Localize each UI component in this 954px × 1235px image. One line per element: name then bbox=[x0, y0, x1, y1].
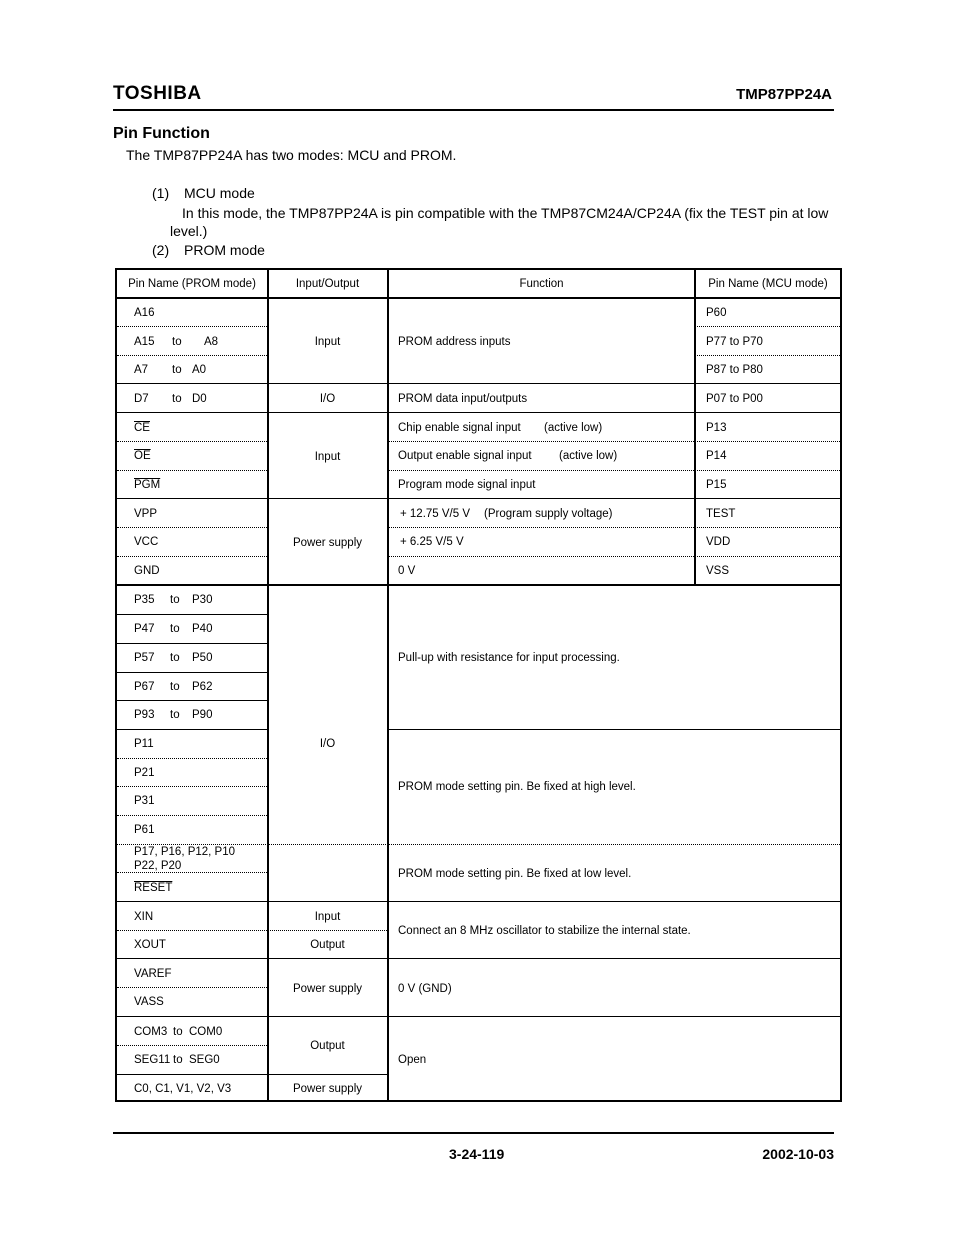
pin-pgm bbox=[134, 471, 160, 499]
pin-from: COM3 bbox=[134, 1026, 168, 1038]
pin-p57-p50 bbox=[134, 644, 212, 672]
function-ce bbox=[398, 414, 602, 442]
function-vpp bbox=[400, 500, 612, 528]
mcu-test: TEST bbox=[706, 508, 736, 520]
function-oscillator: Connect an 8 MHz oscillator to stabilize the internal state. bbox=[398, 925, 691, 937]
pin-to: to bbox=[170, 623, 180, 635]
pin-to: to bbox=[170, 681, 180, 693]
pin-from: D7 bbox=[134, 393, 149, 405]
header-io: Input/Output bbox=[295, 278, 360, 290]
mode-item-prom bbox=[152, 242, 265, 258]
header-mcu-pin: Pin Name (MCU mode) bbox=[708, 278, 828, 290]
pin-end: SEG0 bbox=[189, 1054, 220, 1066]
function-gnd: 0 V bbox=[398, 565, 416, 577]
footer-rule bbox=[113, 1132, 834, 1134]
pin-p11: P11 bbox=[134, 738, 154, 750]
pin-p35-p30 bbox=[134, 586, 212, 614]
pin-to: to bbox=[170, 709, 180, 721]
mcu-p07-p00: P07 to P00 bbox=[706, 393, 763, 405]
pin-to: to bbox=[172, 393, 182, 405]
pin-from: SEG11 bbox=[134, 1054, 171, 1066]
mode-item-mcu bbox=[152, 185, 255, 201]
pin-xin: XIN bbox=[134, 911, 154, 923]
function-low-level: PROM mode setting pin. Be fixed at low level. bbox=[398, 867, 632, 880]
pin-gnd: GND bbox=[134, 565, 160, 577]
pin-oe-label: $\overline{OE}$ bbox=[134, 450, 151, 462]
part-number: TMP87PP24A bbox=[736, 86, 832, 103]
pin-d7-d0 bbox=[134, 385, 207, 413]
pin-p17-p20 bbox=[134, 845, 235, 873]
pin-p47-p40 bbox=[134, 615, 212, 643]
pin-end: COM0 bbox=[189, 1026, 223, 1038]
pin-from: P67 bbox=[134, 681, 155, 693]
pin-to: to bbox=[172, 364, 182, 376]
pin-end: P50 bbox=[192, 652, 213, 664]
item-label: PROM mode bbox=[184, 242, 265, 258]
pin-pgm-label: $\overline{PGM}$ bbox=[134, 479, 161, 491]
io-cv: Power supply bbox=[292, 1082, 363, 1095]
pin-end: P62 bbox=[192, 681, 213, 693]
function-oe bbox=[398, 442, 617, 470]
pin-end: A8 bbox=[204, 336, 219, 348]
pin-from: P57 bbox=[134, 652, 155, 664]
io-xout: Output bbox=[310, 939, 345, 951]
function-vpp-voltage: + 12.75 V/5 V bbox=[400, 508, 471, 520]
mcu-p77-p70: P77 to P70 bbox=[706, 336, 763, 348]
function-oe-note: (active low) bbox=[559, 450, 618, 462]
pin-reset bbox=[134, 874, 172, 902]
pin-vpp: VPP bbox=[134, 508, 158, 520]
mcu-p15: P15 bbox=[706, 479, 727, 491]
pin-p17-line1: P17, P16, P12, P10 bbox=[134, 846, 236, 858]
function-open: Open bbox=[398, 1054, 427, 1066]
io-data: I/O bbox=[319, 393, 336, 405]
function-vref: 0 V (GND) bbox=[398, 982, 452, 995]
item-number: (2) bbox=[152, 242, 170, 258]
pin-seg11-seg0 bbox=[134, 1046, 220, 1074]
mcu-vdd: VDD bbox=[706, 536, 731, 548]
pin-to: to bbox=[173, 1054, 183, 1066]
header-function: Function bbox=[519, 278, 564, 290]
pin-p17-line2: P22, P20 bbox=[134, 860, 182, 872]
section-intro: The TMP87PP24A has two modes: MCU and PROM. bbox=[126, 147, 457, 163]
function-pullup: Pull-up with resistance for input processing. bbox=[398, 651, 620, 664]
pin-p31: P31 bbox=[134, 795, 155, 807]
pin-end: P30 bbox=[192, 594, 213, 606]
pin-to: to bbox=[173, 1026, 183, 1038]
pin-from: P35 bbox=[134, 594, 155, 606]
pin-from: A7 bbox=[134, 364, 149, 376]
pin-from: A15 bbox=[134, 336, 155, 348]
mcu-p14: P14 bbox=[706, 450, 727, 462]
dotted-sep bbox=[387, 556, 840, 557]
pin-a15-a8 bbox=[134, 328, 218, 356]
io-varef: Power supply bbox=[292, 982, 363, 995]
page-header bbox=[113, 83, 834, 111]
pin-end: D0 bbox=[192, 393, 207, 405]
header-prom-pin: Pin Name (PROM mode) bbox=[128, 278, 256, 290]
section-title: Pin Function bbox=[113, 125, 210, 142]
function-high-level: PROM mode setting pin. Be fixed at high level. bbox=[398, 781, 636, 793]
io-port: I/O bbox=[319, 737, 336, 750]
pin-ce-label: $\overline{CE}$ bbox=[134, 422, 150, 434]
pin-vcc: VCC bbox=[134, 536, 159, 548]
document-date: 2002-10-03 bbox=[762, 1146, 834, 1162]
pin-function-table bbox=[115, 268, 842, 1102]
pin-end: P90 bbox=[192, 709, 213, 721]
pin-p61: P61 bbox=[134, 824, 155, 836]
pin-xout: XOUT bbox=[134, 939, 166, 951]
pin-from: P47 bbox=[134, 623, 155, 635]
item-label: MCU mode bbox=[184, 185, 255, 201]
col-divider bbox=[694, 270, 696, 585]
pin-reset-label: RESET bbox=[134, 882, 173, 894]
item-number: (1) bbox=[152, 185, 170, 201]
pin-p93-p90 bbox=[134, 701, 212, 729]
pin-ce bbox=[134, 414, 150, 442]
function-data: PROM data input/outputs bbox=[398, 393, 528, 405]
pin-com3-com0 bbox=[134, 1018, 222, 1046]
pin-to: to bbox=[170, 652, 180, 664]
toshiba-logo: TOSHIBA bbox=[113, 83, 202, 104]
mcu-vss: VSS bbox=[706, 565, 730, 577]
pin-end: P40 bbox=[192, 623, 213, 635]
io-lcd: Output bbox=[310, 1040, 345, 1052]
mcu-mode-description: In this mode, the TMP87PP24A is pin compatible with the TMP87CM24A/CP24A (fix the TEST pin at low level.) bbox=[170, 205, 829, 239]
mcu-p13: P13 bbox=[706, 422, 727, 434]
function-ce-note: (active low) bbox=[544, 422, 603, 434]
pin-a7-a0 bbox=[134, 356, 206, 384]
pin-vass: VASS bbox=[134, 996, 164, 1008]
function-oe-text: Output enable signal input bbox=[398, 450, 532, 462]
io-power: Power supply bbox=[292, 536, 363, 549]
mcu-p87-p80: P87 to P80 bbox=[706, 364, 763, 376]
pin-p21: P21 bbox=[134, 767, 155, 779]
function-vpp-note: (Program supply voltage) bbox=[484, 508, 613, 520]
mcu-p60: P60 bbox=[706, 307, 727, 319]
function-ce-text: Chip enable signal input bbox=[398, 422, 521, 434]
pin-end: A0 bbox=[192, 364, 207, 376]
col-divider bbox=[387, 270, 389, 1100]
pin-oe bbox=[134, 442, 151, 470]
function-address: PROM address inputs bbox=[398, 335, 511, 348]
function-pgm: Program mode signal input bbox=[398, 479, 536, 491]
pin-to: to bbox=[170, 594, 180, 606]
pin-to: to bbox=[172, 336, 182, 348]
pin-from: P93 bbox=[134, 709, 155, 721]
io-address: Input bbox=[314, 335, 341, 348]
function-vcc: + 6.25 V/5 V bbox=[400, 536, 464, 548]
pin-a16: A16 bbox=[134, 307, 155, 319]
pin-p67-p62 bbox=[134, 673, 212, 701]
io-xin: Input bbox=[314, 911, 341, 923]
pin-c0-v3: C0, C1, V1, V2, V3 bbox=[134, 1082, 232, 1095]
row-divider bbox=[117, 1016, 840, 1017]
pin-varef: VAREF bbox=[134, 968, 172, 980]
page-number: 3-24-119 bbox=[449, 1146, 505, 1162]
io-control: Input bbox=[314, 450, 341, 463]
